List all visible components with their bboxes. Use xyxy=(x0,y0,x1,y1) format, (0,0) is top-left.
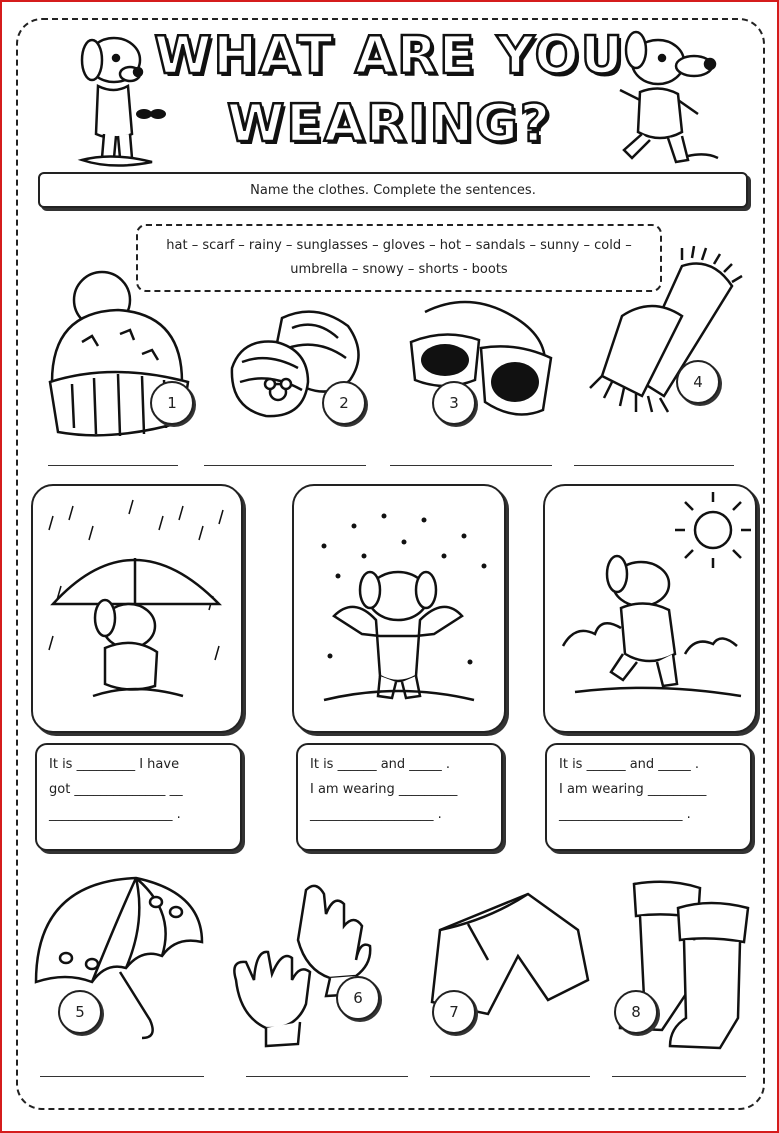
answer-line-7[interactable] xyxy=(430,1076,590,1077)
rainy-sentence-box[interactable] xyxy=(35,743,242,851)
sunny-scene-panel xyxy=(543,484,757,733)
snowy-sentence-line-2: I am wearing _________ xyxy=(310,782,458,797)
sunny-dog-icon xyxy=(545,486,755,731)
answer-line-1[interactable] xyxy=(48,465,178,466)
snowy-sentence-line-1: It is ______ and _____ . xyxy=(310,757,451,772)
word-bank-line-2: umbrella – snowy – shorts - boots xyxy=(290,262,508,277)
answer-line-5[interactable] xyxy=(40,1076,204,1077)
sunny-sentence-box[interactable] xyxy=(545,743,752,851)
item-number-3: 3 xyxy=(432,381,476,425)
rainy-dog-icon xyxy=(33,486,241,731)
answer-line-6[interactable] xyxy=(246,1076,408,1077)
sunny-sentence-line-2: I am wearing _________ xyxy=(559,782,707,797)
page-title-line-2: WEARING? xyxy=(227,94,552,154)
answer-line-4[interactable] xyxy=(574,465,734,466)
item-number-4: 4 xyxy=(676,360,720,404)
sunny-sentence-line-3: ___________________ . xyxy=(559,807,691,822)
snowy-sentence-line-3: ___________________ . xyxy=(310,807,442,822)
snowy-dog-icon xyxy=(294,486,504,731)
rainy-sentence-line-2: got ______________ __ xyxy=(49,782,183,797)
snowy-scene-panel xyxy=(292,484,506,733)
gloves-icon xyxy=(226,880,376,1056)
page-title-line-1: WHAT ARE YOU xyxy=(154,26,625,86)
instruction-banner: Name the clothes. Complete the sentences. xyxy=(38,172,748,208)
answer-line-3[interactable] xyxy=(390,465,552,466)
sunny-sentence-line-1: It is ______ and _____ . xyxy=(559,757,700,772)
snowy-sentence-box[interactable] xyxy=(296,743,503,851)
umbrella-icon xyxy=(26,872,206,1052)
item-number-8: 8 xyxy=(614,990,658,1034)
sunglasses-icon xyxy=(405,292,555,432)
rainy-sentence-line-1: It is _________ I have xyxy=(49,757,180,772)
answer-line-2[interactable] xyxy=(204,465,366,466)
word-bank-line-1: hat – scarf – rainy – sunglasses – gloves – hot – sandals – sunny – cold – xyxy=(166,238,632,253)
answer-line-8[interactable] xyxy=(612,1076,746,1077)
rainy-scene-panel xyxy=(31,484,243,733)
item-number-6: 6 xyxy=(336,976,380,1020)
item-number-2: 2 xyxy=(322,381,366,425)
item-number-1: 1 xyxy=(150,381,194,425)
item-number-7: 7 xyxy=(432,990,476,1034)
item-number-5: 5 xyxy=(58,990,102,1034)
rainy-sentence-line-3: ___________________ . xyxy=(49,807,181,822)
scarf-icon xyxy=(572,246,762,416)
